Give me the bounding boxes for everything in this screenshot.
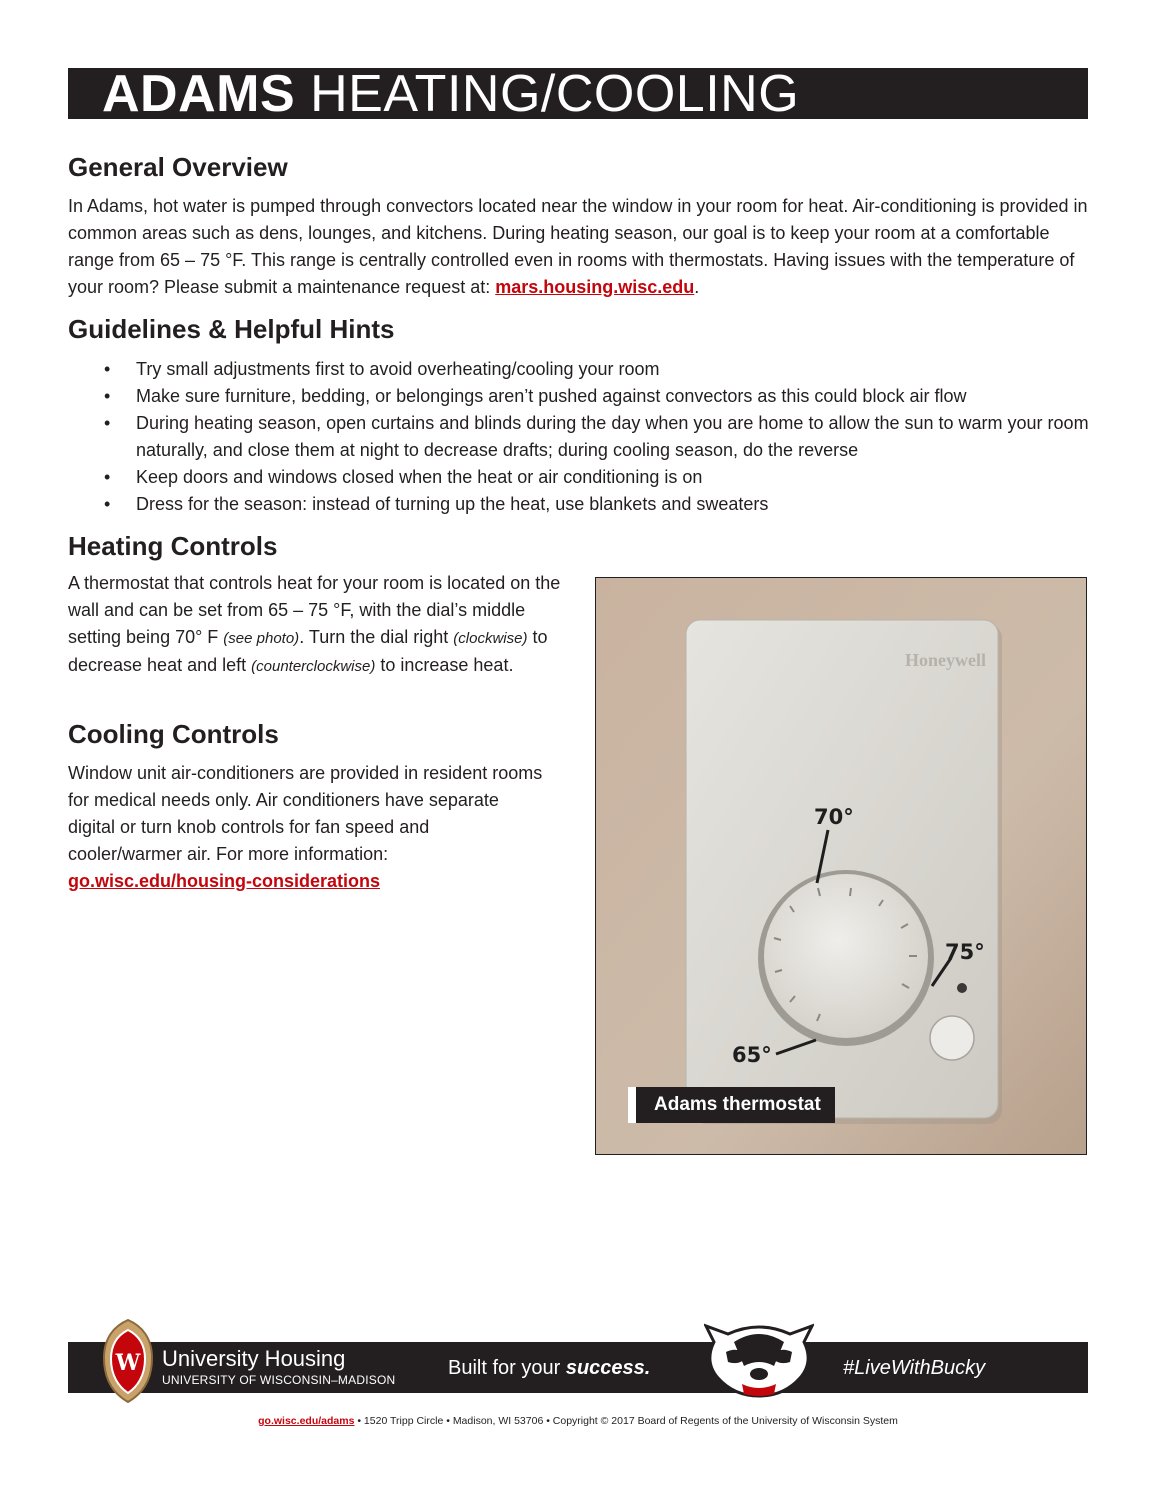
list-item — [104, 356, 1094, 383]
title-banner — [68, 68, 1088, 119]
bullet: • — [104, 359, 111, 379]
list-item — [104, 491, 1094, 518]
thermostat-button — [930, 1016, 974, 1060]
heating-heading: Heating Controls — [68, 531, 278, 561]
label-75: 75° — [945, 940, 985, 964]
overview-text-body: In Adams, hot water is pumped through convectors located near the window in your room for heat. Air-conditioning is provided in common areas such as dens, lounges, and kitchens. During heating season, our goal is to keep your room at a comfortable range from 65 – 75 °F. This range is centrally controlled even in rooms with thermostats. Having issues with the temperature of your room? Please submit a maintenance request at: — [68, 196, 1088, 297]
bullet: • — [104, 386, 111, 406]
hints-heading: Guidelines & Helpful Hints — [68, 314, 395, 344]
org-subtitle: UNIVERSITY OF WISCONSIN–MADISON — [162, 1373, 396, 1387]
counterclockwise-note: (counterclockwise) — [251, 658, 376, 675]
hint-text: Dress for the season: instead of turning up the heat, use blankets and sweaters — [136, 494, 769, 514]
thermostat-photo — [595, 577, 1087, 1155]
hint-text: Keep doors and windows closed when the heat or air conditioning is on — [136, 467, 703, 487]
photo-caption: Adams thermostat — [628, 1087, 835, 1123]
label-65: 65° — [732, 1043, 772, 1067]
honeywell-logo: Honeywell — [905, 650, 986, 670]
title-light: HEATING/COOLING — [310, 68, 800, 119]
list-item — [104, 464, 1094, 491]
tagline-text: Built for your — [448, 1357, 566, 1379]
see-photo-note: (see photo) — [223, 630, 300, 647]
bullet: • — [104, 413, 111, 433]
heating-text-3: to decrease heat and left — [68, 627, 548, 675]
list-item — [104, 410, 1094, 464]
tagline-bold: success. — [565, 1357, 651, 1379]
cooling-heading: Cooling Controls — [68, 719, 279, 749]
overview-heading: General Overview — [68, 152, 288, 182]
hints-list — [104, 356, 1094, 518]
colophon — [0, 1414, 1156, 1428]
thermostat-dial — [764, 874, 928, 1038]
label-70: 70° — [814, 805, 854, 829]
housing-considerations-link[interactable]: go.wisc.edu/housing-considerations — [68, 871, 381, 891]
indicator-dot — [957, 983, 967, 993]
hint-text: During heating season, open curtains and blinds during the day when you are home to allow the sun to warm your room naturally, and close them at night to decrease drafts; during cooling season, do the reverse — [136, 413, 1089, 460]
crest-letter: W — [115, 1350, 141, 1376]
mars-link[interactable]: mars.housing.wisc.edu — [495, 277, 695, 297]
hashtag: #LiveWithBucky — [843, 1357, 986, 1379]
bullet: • — [104, 494, 111, 514]
heating-text-4: to increase heat. — [375, 655, 514, 675]
adams-link[interactable]: go.wisc.edu/adams — [258, 1415, 355, 1427]
address-text: • 1520 Tripp Circle • Madison, WI 53706 • Copyright © 2017 Board of Regents of the University of Wisconsin System — [354, 1415, 898, 1427]
heating-text-2: . Turn the dial right — [299, 627, 454, 647]
title-bold: ADAMS — [102, 68, 296, 119]
hint-text: Try small adjustments first to avoid overheating/cooling your room — [136, 359, 660, 379]
tagline — [448, 1356, 650, 1380]
org-name: University Housing — [162, 1346, 346, 1371]
list-item — [104, 383, 1094, 410]
bucky-badger-mascot — [704, 1322, 814, 1398]
cooling-text-body: Window unit air-conditioners are provided in resident rooms for medical needs only. Air conditioners have separate digital or turn knob controls for fan speed and cooler/warmer air. For more information: — [68, 763, 543, 864]
clockwise-note: (clockwise) — [453, 630, 528, 647]
overview-text — [68, 193, 1093, 301]
cooling-text — [68, 760, 548, 895]
overview-text-end: . — [694, 277, 700, 297]
heating-text-1: A thermostat that controls heat for your room is located on the wall and can be set from 65 – 75 °F, with the dial’s middle setting being 70° F — [68, 573, 561, 647]
uw-crest-logo — [100, 1318, 156, 1404]
hint-text: Make sure furniture, bedding, or belongings aren’t pushed against convectors as this could block air flow — [136, 386, 967, 406]
thermostat-illustration — [596, 578, 1087, 1155]
bullet: • — [104, 467, 111, 487]
heating-text — [68, 570, 568, 680]
